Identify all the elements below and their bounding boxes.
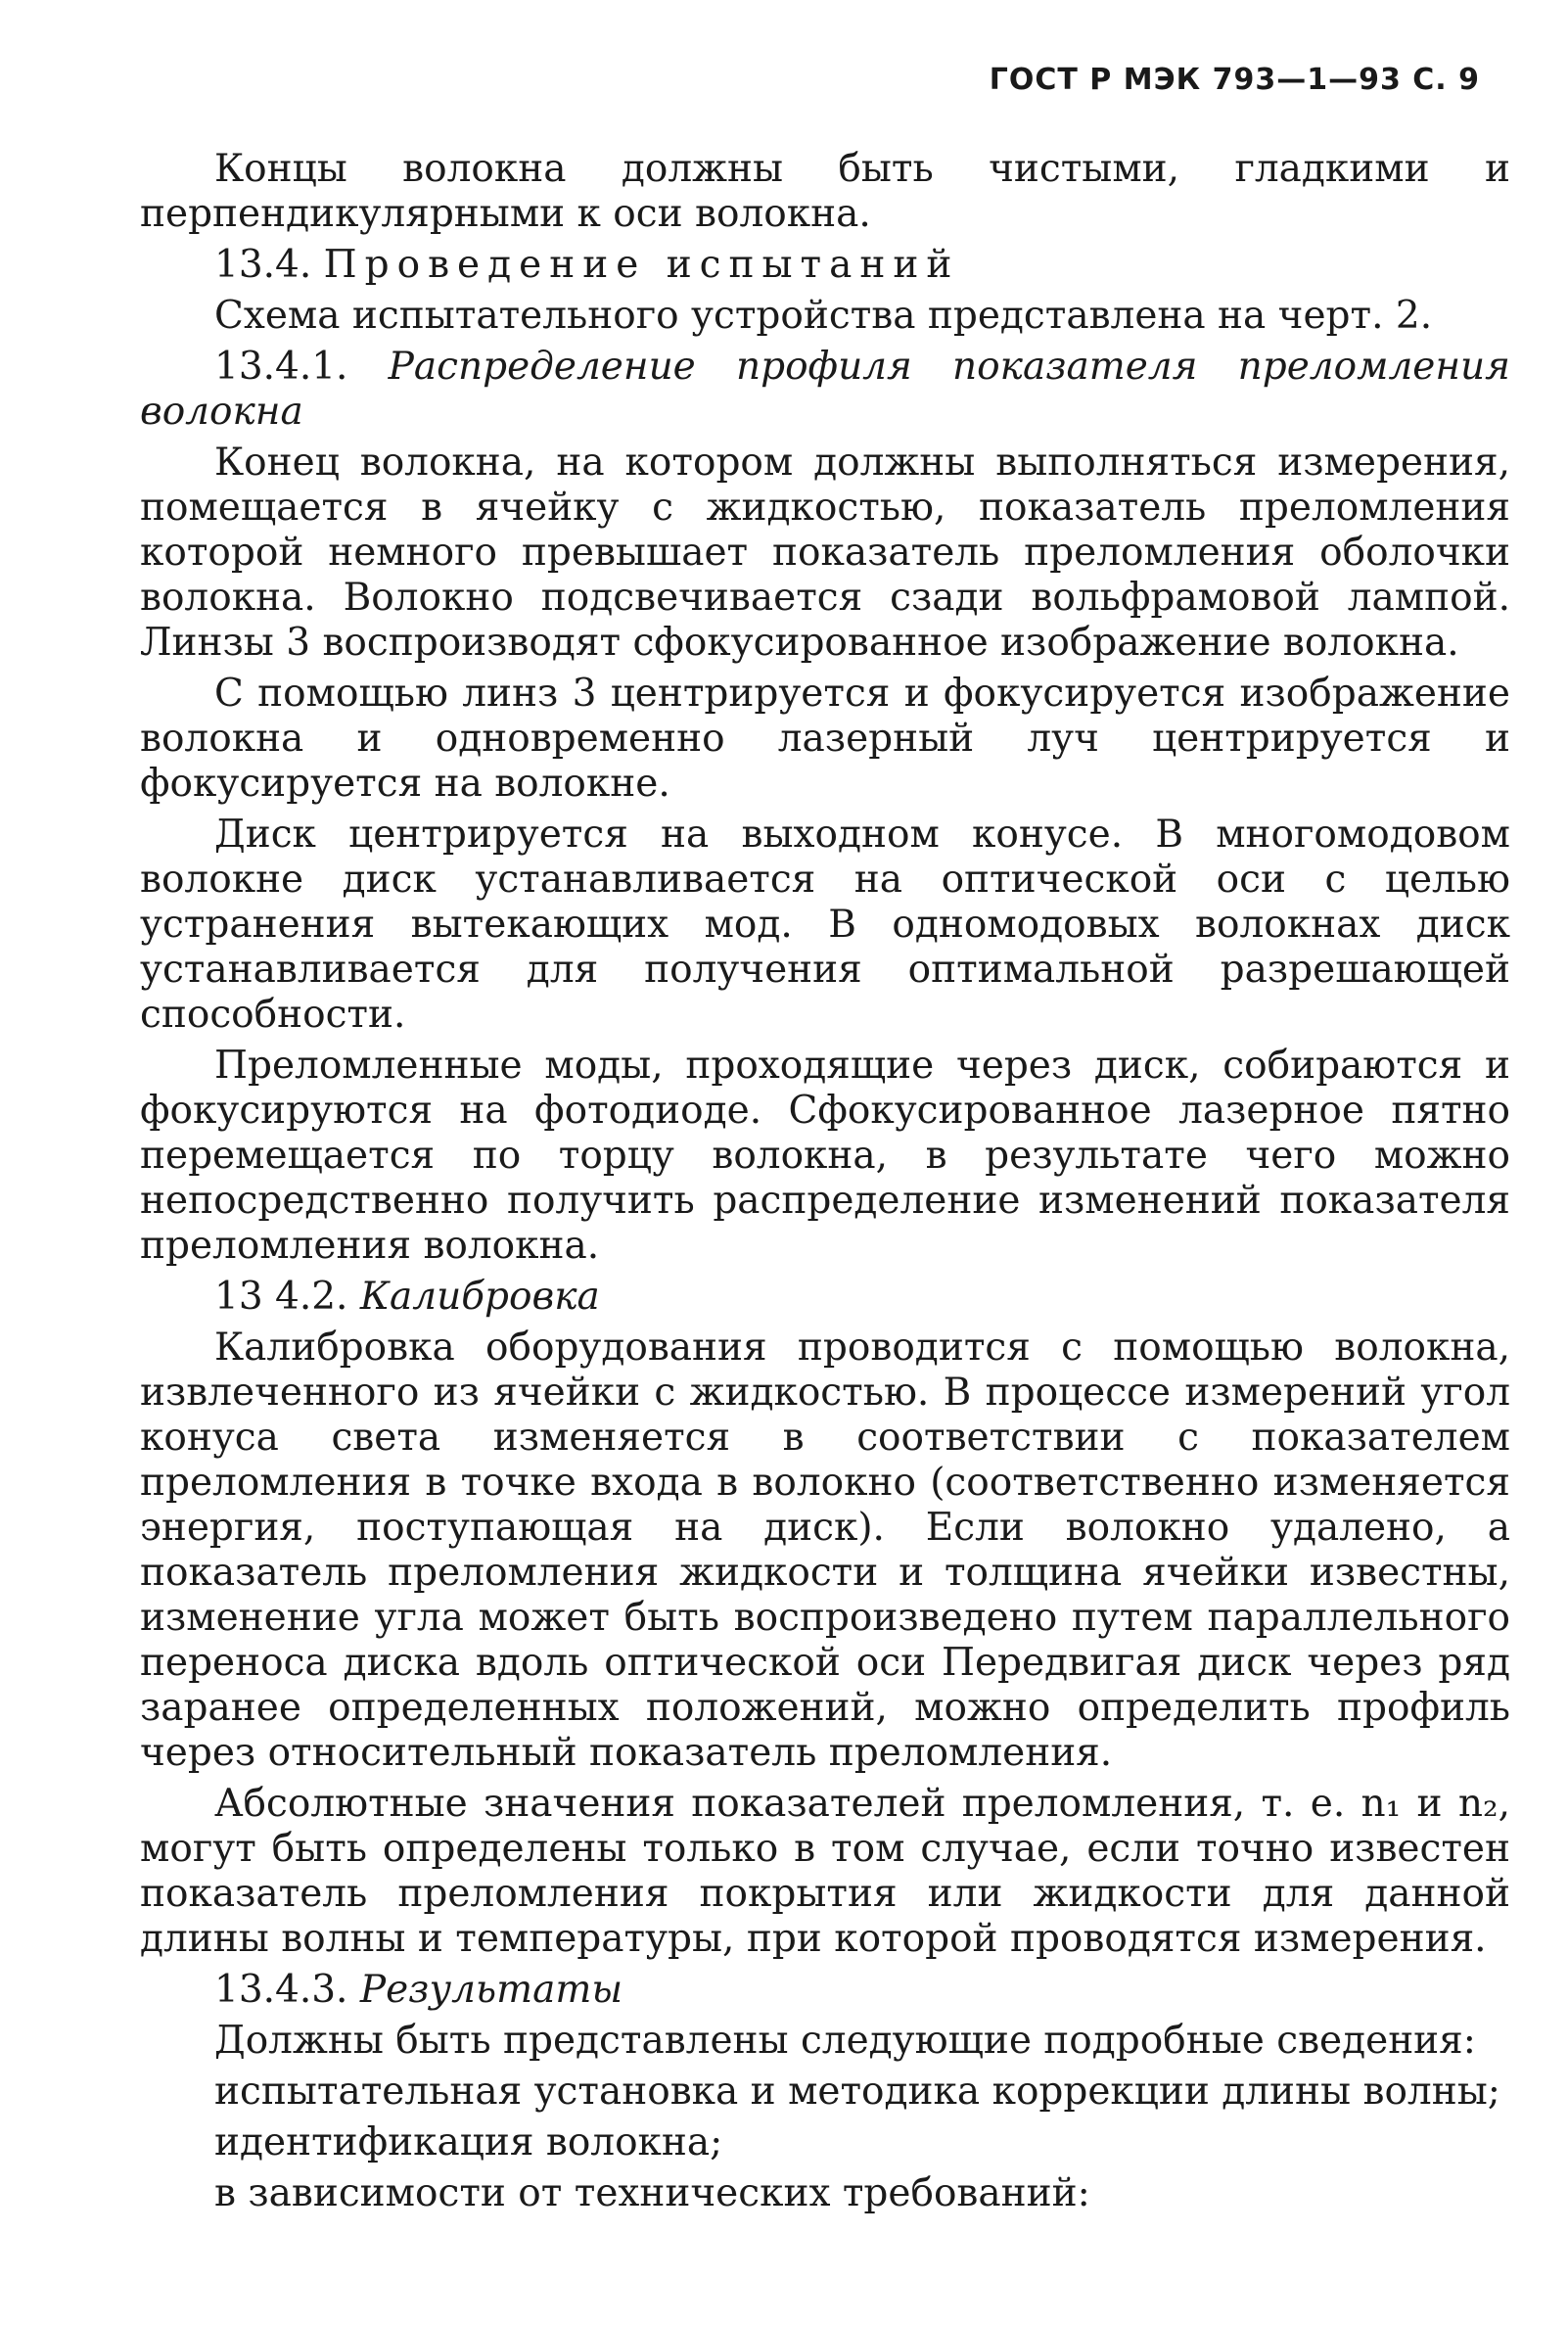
- section-title: Результаты: [359, 1968, 623, 2012]
- list-item: испытательная установка и методика коррекции длины волны;: [214, 2070, 1500, 2114]
- section-heading-13-4-3: [140, 1968, 1510, 2013]
- paragraph-absolute-values: Абсолютные значения показателей преломления, т. е. n₁ и n₂, могут быть определены только в том случае, если точно известен показатель преломления покрытия или жидкости для данной длины волны и температуры, при которой проводятся измерения.: [140, 1782, 1510, 1961]
- list-item: в зависимости от технических требований:: [214, 2171, 1090, 2215]
- section-title: Калибровка: [359, 1275, 600, 1319]
- section-number: 13.4.: [214, 243, 312, 287]
- section-title: Проведение испытаний: [323, 243, 960, 287]
- paragraph-fiber-ends: Концы волокна должны быть чистыми, гладкими и перпендикулярными к оси волокна.: [140, 147, 1510, 236]
- page-body: [140, 147, 1510, 2222]
- paragraph-lens-focusing: С помощью линз 3 центрируется и фокусируется изображение волокна и одновременно лазерный луч центрируется и фокусируется на волокне.: [140, 672, 1510, 806]
- paragraph-calibration: Калибровка оборудования проводится с помощью волокна, извлеченного из ячейки с жидкостью. В процессе измерений угол конуса света изменяется в соответствии с показателем преломления в точке входа в волокно (соответственно изменяется энергия, поступающая на диск). Если волокно удалено, а показатель преломления жидкости и толщина ячейки известны, изменение угла может быть воспроизведено путем параллельного переноса диска вдоль оптической оси Передвигая диск через ряд заранее определенных положений, можно определить профиль через относительный показатель преломления.: [140, 1326, 1510, 1775]
- running-header: ГОСТ Р МЭК 793—1—93 С. 9: [989, 63, 1480, 97]
- paragraph-disk-centering: Диск центрируется на выходном конусе. В многомодовом волокне диск устанавливается на оптической оси с целью устранения вытекающих мод. В одномодовых волокнах диск устанавливается для получения оптимальной разрешающей способности.: [140, 813, 1510, 1037]
- section-title: Распределение профиля показателя преломления волокна: [140, 345, 1510, 434]
- section-number: 13.4.3.: [214, 1968, 348, 2012]
- section-heading-13-4-2: [140, 1275, 1510, 1320]
- paragraph-results-intro: Должны быть представлены следующие подробные сведения:: [214, 2019, 1476, 2063]
- paragraph-refracted-modes: Преломленные моды, проходящие через диск, собираются и фокусируются на фотодиоде. Сфокусированное лазерное пятно перемещается по торцу волокна, в результате чего можно непосредственно получить распределение изменений показателя преломления волокна.: [140, 1044, 1510, 1268]
- section-heading-13-4: [140, 243, 1510, 288]
- section-number: 13 4.2.: [214, 1275, 348, 1319]
- paragraph-fiber-end-cell: Конец волокна, на котором должны выполняться измерения, помещается в ячейку с жидкостью, показатель преломления которой немного превышает показатель преломления оболочки волокна. Волокно подсвечивается сзади вольфрамовой лампой. Линзы 3 воспроизводят сфокусированное изображение волокна.: [140, 441, 1510, 665]
- paragraph-test-scheme: Схема испытательного устройства представлена на черт. 2.: [214, 294, 1433, 338]
- section-number: 13.4.1.: [214, 345, 348, 389]
- section-heading-13-4-1: [140, 345, 1510, 435]
- list-item: идентификация волокна;: [214, 2120, 723, 2164]
